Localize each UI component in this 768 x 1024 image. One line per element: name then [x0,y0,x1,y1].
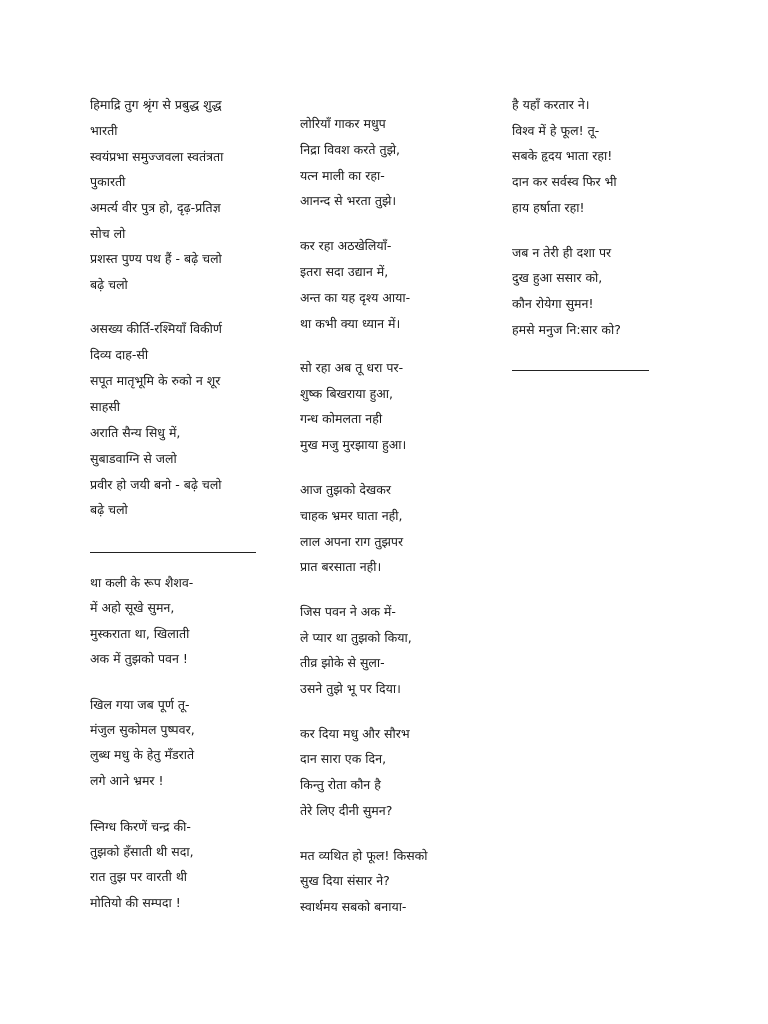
poem-line: है यहाँ करतार ने। [512,97,590,112]
poem-line: पुकारती [90,174,126,189]
poem-line: मंजुल सुकोमल पुष्पवर, [90,722,195,737]
poem-line: हमसे मनुज नि:सार को? [512,322,621,337]
poem-line: खिल गया जब पूर्ण तू- [90,697,190,712]
poem-line: इतरा सदा उद्यान में, [300,264,389,279]
poem-line: स्वार्थमय सबको बनाया- [300,899,407,914]
poem-line: ले प्यार था तुझको किया, [300,630,412,645]
poem-line: दान सारा एक दिन, [300,751,387,766]
poem-line: था कली के रूप शैशव- [90,575,194,590]
poem-line: सपूत मातृभूमि के रुको न शूर [90,373,221,388]
poem-line: मत व्यथित हो फूल! किसको [300,848,428,863]
poem-line: प्रात बरसाता नही। [300,559,382,574]
poem-line: अमर्त्य वीर पुत्र हो, दृढ़-प्रतिज्ञ [90,200,221,215]
poem-line: कर दिया मधु और सौरभ [300,726,410,741]
poem-line: निद्रा विवश करते तुझे, [300,142,400,157]
poem-line: दान कर सर्वस्व फिर भी [512,174,617,189]
poem-line: अक में तुझको पवन ! [90,651,188,666]
poem-line: स्वयंप्रभा समुज्जवला स्वतंत्रता [90,149,224,164]
poem-line: लाल अपना राग तुझपर [300,534,404,549]
poem-line: उसने तुझे भू पर दिया। [300,681,401,696]
poem-line: हाय हर्षाता रहा! [512,200,585,215]
poem-line: मुख मजु मुरझाया हुआ। [300,437,407,452]
poem-line: कर रहा अठखेलियाँ- [300,238,392,253]
poem-line: लगे आने भ्रमर ! [90,773,164,788]
poem-line: दिव्य दाह-सी [90,347,149,362]
divider-line [90,552,256,553]
poem-line: प्रवीर हो जयी बनो - बढ़े चलो [90,477,222,492]
poem-line: आज तुझको देखकर [300,482,391,497]
poem-line: जिस पवन ने अक में- [300,604,396,619]
poem-line: कौन रोयेगा सुमन! [512,296,594,311]
poem-line: शुष्क बिखराया हुआ, [300,386,394,401]
poem-line: सो रहा अब तू धरा पर- [300,360,404,375]
poem-line: लुब्ध मधु के हेतु मँडराते [90,747,195,762]
poem-line: आनन्द से भरता तुझे। [300,193,397,208]
poem-line: जब न तेरी ही दशा पर [512,245,612,260]
poem-line: तेरे लिए दीनी सुमन? [300,803,393,818]
poem-line: भारती [90,123,118,138]
poem-line: प्रशस्त पुण्य पथ हैं - बढ़े चलो [90,251,222,266]
poem-line: बढ़े चलो [90,277,128,292]
poem-line: स्निग्ध किरणें चन्द्र की- [90,819,191,834]
poem-line: अन्त का यह दृश्य आया- [300,290,411,305]
poem-line: लोरियाँ गाकर मधुप [300,116,386,131]
poem-line: साहसी [90,399,121,414]
poem-line: बढ़े चलो [90,502,128,517]
poem-line: रात तुझ पर वारती थी [90,869,188,884]
poem-line: मोतियो की सम्पदा ! [90,895,181,910]
poem-line: मुस्कराता था, खिलाती [90,626,190,641]
poem-line: दुख हुआ ससार को, [512,270,603,285]
poem-line: था कभी क्या ध्यान में। [300,316,401,331]
poem-line: सुख दिया संसार ने? [300,873,390,888]
poem-line: हिमाद्रि तुग श्रृंग से प्रबुद्ध शुद्ध [90,97,222,112]
poem-line: यत्न माली का रहा- [300,168,385,183]
poem-line: में अहो सूखे सुमन, [90,600,175,615]
poem-line: तीव्र झोके से सुला- [300,655,385,670]
poem-line: सोच लो [90,226,126,241]
poem-line: असख्य कीर्ति-रश्मियाँ विकीर्ण [90,321,222,336]
poem-line: चाहक भ्रमर घाता नही, [300,508,403,523]
poem-line: सुबाडवाग्नि से जलो [90,451,177,466]
poem-line: गन्ध कोमलता नही [300,411,383,426]
poem-line: विश्व में हे फूल! तू- [512,123,600,138]
divider-line [512,370,649,371]
poem-line: सबके हृदय भाता रहा! [512,148,613,163]
poem-line: तुझको हँसाती थी सदा, [90,844,194,859]
poem-line: अराति सैन्य सिधु में, [90,425,181,440]
poem-line: किन्तु रोता कौन है [300,777,381,792]
